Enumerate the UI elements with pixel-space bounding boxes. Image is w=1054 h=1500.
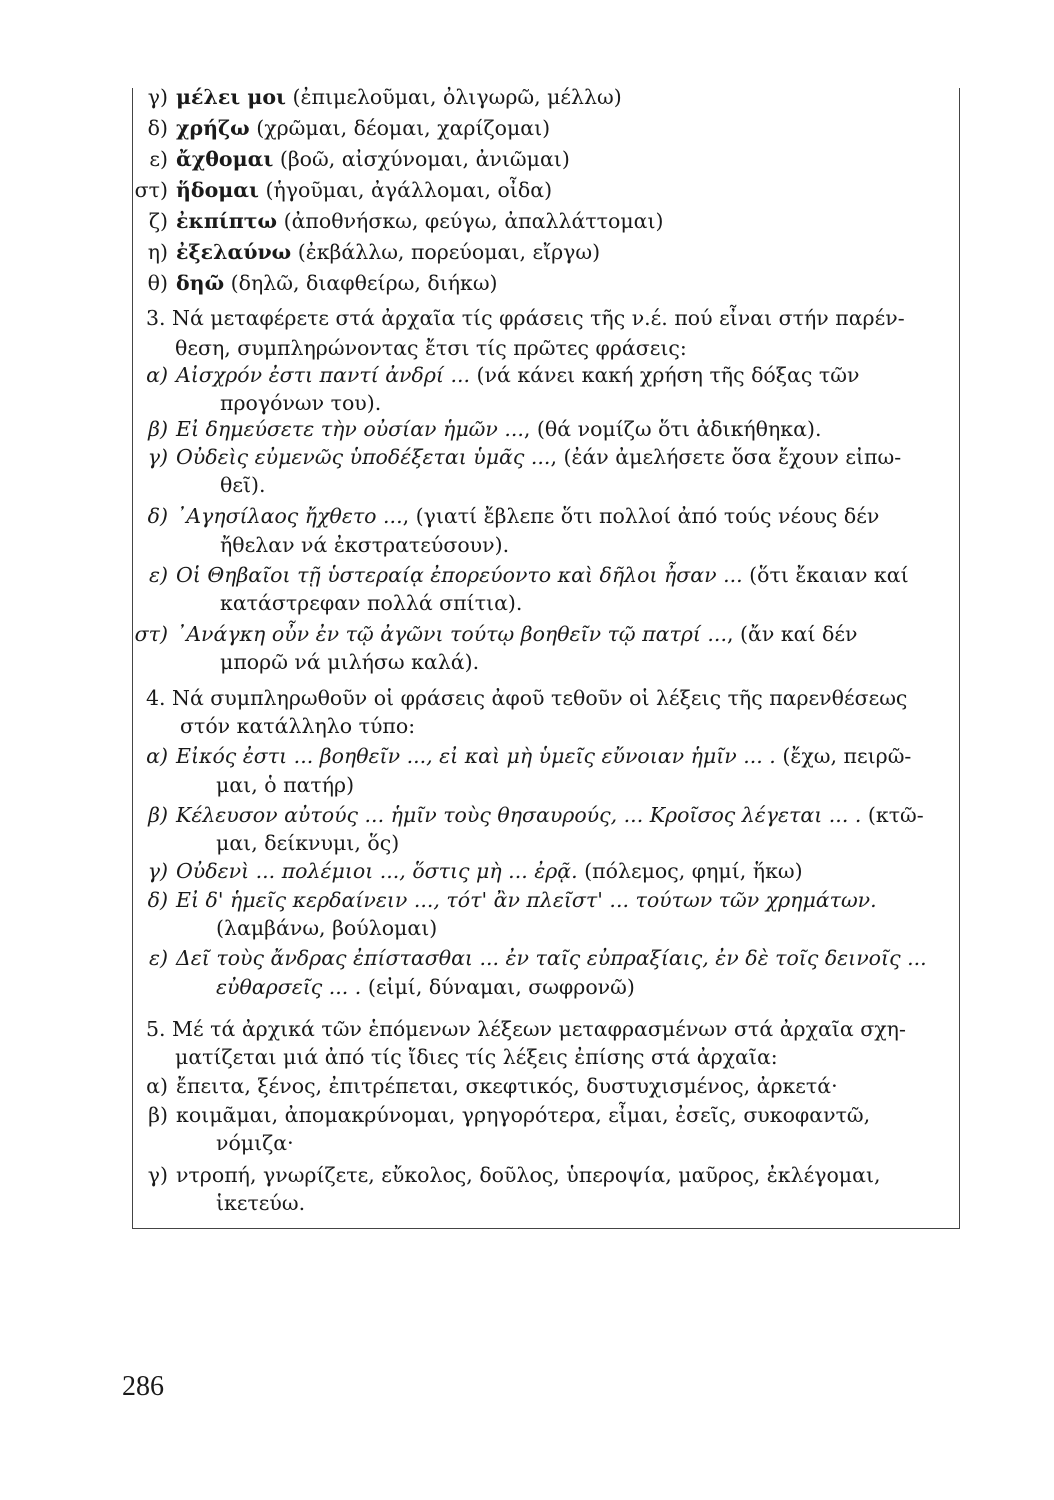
list-item: ζ) ἐκπίπτω (ἀποθνήσκω, φεύγω, ἀπαλλάττομαι) bbox=[148, 209, 664, 233]
list-item-cont: ἱκετεύω. bbox=[216, 1191, 306, 1215]
list-item-cont: μπορῶ νά μιλήσω καλά). bbox=[220, 650, 480, 674]
list-item: α) Αἰσχρόν ἐστι παντί ἀνδρί ... (νά κάνει κακή χρήση τῆς δόξας τῶν bbox=[146, 363, 860, 387]
list-item-cont: προγόνων του). bbox=[220, 391, 382, 415]
list-item: γ) ντροπή, γνωρίζετε, εὔκολος, δοῦλος, ὑπεροψία, μαῦρος, ἐκλέγομαι, bbox=[147, 1163, 881, 1187]
list-item: γ) μέλει μοι (ἐπιμελοῦμαι, ὀλιγωρῶ, μέλλω) bbox=[147, 85, 622, 109]
list-item: γ) Οὐδεὶς εὐμενῶς ὑποδέξεται ὑμᾶς ..., (ἐάν ἀμελήσετε ὅσα ἔχουν εἰπω- bbox=[147, 445, 902, 469]
list-item-cont: θεῖ). bbox=[220, 473, 266, 497]
exercise-4-intro-cont: στόν κατάλληλο τύπο: bbox=[180, 714, 416, 738]
list-item-cont: εὐθαρσεῖς ... . (εἰμί, δύναμαι, σωφρονῶ) bbox=[216, 975, 635, 999]
list-item: δ) Εἰ δ' ἡμεῖς κερδαίνειν ..., τότ' ἂν πλεῖστ' ... τούτων τῶν χρημάτων. bbox=[147, 888, 877, 912]
exercise-5-intro: 5. Μέ τά ἀρχικά τῶν ἑπόμενων λέξεων μεταφρασμένων στά ἀρχαῖα σχη- bbox=[146, 1017, 906, 1041]
list-item: α) Εἰκός ἐστι ... βοηθεῖν ..., εἰ καὶ μὴ ὑμεῖς εὔνοιαν ἡμῖν ... . (ἔχω, πειρῶ- bbox=[146, 744, 912, 768]
list-item: δ) χρήζω (χρῶμαι, δέομαι, χαρίζομαι) bbox=[147, 116, 551, 140]
list-item: α) ἔπειτα, ξένος, ἐπιτρέπεται, σκεφτικός, δυστυχισμένος, ἀρκετά· bbox=[146, 1074, 838, 1098]
list-item: β) κοιμᾶμαι, ἀπομακρύνομαι, γρηγορότερα, εἶμαι, ἐσεῖς, συκοφαντῶ, bbox=[148, 1103, 871, 1127]
list-item-cont: ἤθελαν νά ἐκστρατεύσουν). bbox=[220, 533, 510, 557]
list-item: γ) Οὐδενὶ ... πολέμιοι ..., ὅστις μὴ ... ἐρᾷ. (πόλεμος, φημί, ἥκω) bbox=[147, 859, 803, 883]
list-item-cont: μαι, δείκνυμι, ὅς) bbox=[216, 831, 400, 855]
exercise-3-intro-cont: θεση, συμπληρώνοντας ἔτσι τίς πρῶτες φράσεις: bbox=[175, 336, 687, 360]
list-item-cont: κατάστρεφαν πολλά σπίτια). bbox=[220, 591, 523, 615]
exercise-3-intro: 3. Νά μεταφέρετε στά ἀρχαῖα τίς φράσεις τῆς ν.έ. πού εἶναι στήν παρέν- bbox=[146, 306, 905, 330]
list-item-cont: (λαμβάνω, βούλομαι) bbox=[216, 916, 438, 940]
list-item: θ) δηῶ (δηλῶ, διαφθείρω, διήκω) bbox=[147, 271, 498, 295]
list-item: δ) ᾿Αγησίλαος ἤχθετο ..., (γιατί ἔβλεπε ὅτι πολλοί ἀπό τούς νέους δέν bbox=[147, 504, 880, 528]
list-item-cont: νόμιζα· bbox=[216, 1131, 294, 1155]
list-item: ε) ἄχθομαι (βοῶ, αἰσχύνομαι, ἀνιῶμαι) bbox=[149, 147, 570, 171]
list-item: η) ἐξελαύνω (ἐκβάλλω, πορεύομαι, εἴργω) bbox=[147, 240, 601, 264]
list-item: στ) ᾿Ανάγκη οὖν ἐν τῷ ἀγῶνι τούτῳ βοηθεῖν τῷ πατρί ..., (ἄν καί δέν bbox=[134, 622, 858, 646]
exercise-4-intro: 4. Νά συμπληρωθοῦν οἱ φράσεις ἀφοῦ τεθοῦν οἱ λέξεις τῆς παρενθέσεως bbox=[146, 686, 908, 710]
page-number: 286 bbox=[122, 1371, 164, 1402]
list-item-cont: μαι, ὁ πατήρ) bbox=[216, 773, 355, 797]
list-item: β) Εἰ δημεύσετε τὴν οὐσίαν ἡμῶν ..., (θά νομίζω ὅτι ἀδικήθηκα). bbox=[148, 417, 822, 441]
exercise-5-intro-cont: ματίζεται μιά ἀπό τίς ἴδιες τίς λέξεις ἐπίσης στά ἀρχαῖα: bbox=[175, 1045, 778, 1069]
list-item: β) Κέλευσον αὐτούς ... ἡμῖν τοὺς θησαυρούς, ... Κροῖσος λέγεται ... . (κτῶ- bbox=[148, 803, 924, 827]
list-item: ε) Δεῖ τοὺς ἄνδρας ἐπίστασθαι ... ἐν ταῖς εὐπραξίαις, ἐν δὲ τοῖς δεινοῖς ... bbox=[149, 946, 927, 970]
list-item: ε) Οἱ Θηβαῖοι τῇ ὑστεραίᾳ ἐπορεύοντο καὶ δῆλοι ἦσαν ... (ὅτι ἔκαιαν καί bbox=[149, 563, 909, 587]
list-item: στ) ἥδομαι (ἡγοῦμαι, ἀγάλλομαι, οἶδα) bbox=[134, 178, 553, 202]
